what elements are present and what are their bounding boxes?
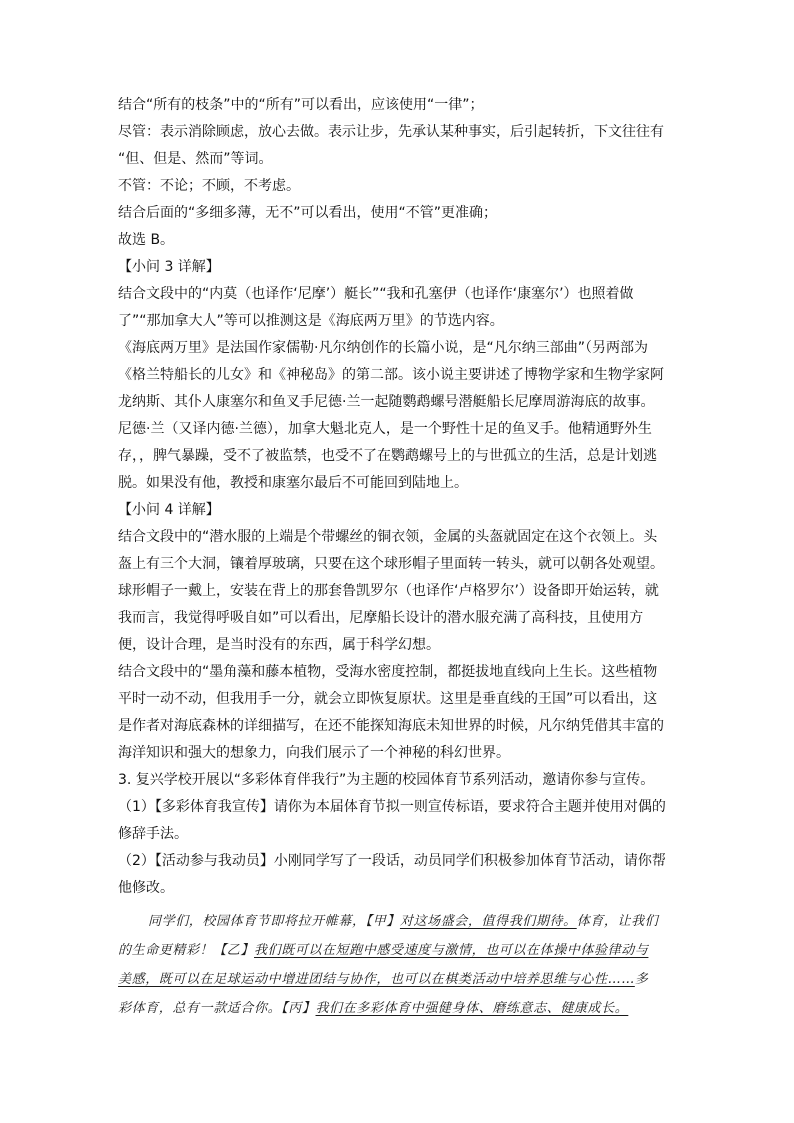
text-line: 故选 B。 [118,232,175,248]
text-line: 结合文段中的“墨角藻和藤本植物，受海水密度控制，都挺拔地直线向上生长。这些植物 [118,664,658,680]
text-line: （2）【活动参与我动员】小刚同学写了一段话，动员同学们积极参加体育节活动，请你帮 [118,853,666,869]
text-line: 《格兰特船长的儿女》和《神秘岛》的第二部。该小说主要讲述了博物学家和生物学家阿 [118,367,664,383]
question-title: 3. 复兴学校开展以“多彩体育伴我行”为主题的校园体育节系列活动，邀请你参与宣传。 [118,772,655,788]
text-line: 修辞手法。 [118,826,188,842]
text-line: 是作者对海底森林的详细描写，在还不能探知海底未知世界的时候，凡尔纳凭借其丰富的 [118,718,664,734]
text-line: 结合后面的“多细多薄，无不”可以看出，使用“不管”更准确； [118,205,498,221]
text-line: 盔上有三个大洞，镶着厚玻璃，只要在这个球形帽子里面转一转头，就可以朝各处观望。 [118,556,664,572]
handwritten-text: 多 [634,972,649,987]
handwritten-text: 同学们，校园体育节即将拉开帷幕，【甲】 [148,914,400,929]
underlined-sentence-jia: 对这场盛会，值得我们期待。 [399,914,577,929]
text-line: 他修改。 [118,880,174,896]
text-line: 平时一动不动，但我用手一分，就会立即恢复原状。这里是垂直线的王国”可以看出，这 [118,691,658,707]
text-line: “但、但是、然而”等词。 [118,151,273,167]
section-heading: 【小问 4 详解】 [118,502,220,518]
text-line: 了”“那加拿大人”等可以推测这是《海底两万里》的节选内容。 [118,313,504,329]
text-line: 结合文段中的“潜水服的上端是个带螺丝的铜衣领，金属的头盔就固定在这个衣领上。头 [118,529,658,545]
handwritten-text: 彩体育，总有一款适合你。【丙】 [118,1001,316,1016]
handwritten-line [118,968,648,992]
text-line: 尼德·兰（又译内德·兰德），加拿大魁北克人，是一个野性十足的鱼叉手。他精通野外生 [118,421,652,437]
handwritten-text: 体育，让我们 [576,914,659,929]
handwritten-text: 的生命更精彩！【乙】 [118,943,255,958]
text-line: 球形帽子一戴上，安装在背上的那套鲁凯罗尔（也译作‘卢格罗尔’）设备即开始运转，就 [118,583,659,599]
underlined-sentence-yi: 我们既可以在短跑中感受速度与激情，也可以在体操中体验律动与 [254,943,649,958]
text-line: 龙纳斯、其仆人康塞尔和鱼叉手尼德·兰一起随鹦鹉螺号潜艇船长尼摩周游海底的故事。 [118,394,655,410]
text-line: 尽管：表示消除顾虑，放心去做。表示让步，先承认某种事实，后引起转折，下文往往有 [118,124,664,140]
underlined-sentence-yi-cont: 美感，既可以在足球运动中增进团结与协作，也可以在棋类活动中培养思维与心性…… [118,972,635,987]
handwritten-line [148,910,658,934]
text-line: 海洋知识和强大的想象力，向我们展示了一个神秘的科幻世界。 [118,745,510,761]
handwritten-line [118,939,648,963]
text-line: 我而言，我觉得呼吸自如”可以看出，尼摩船长设计的潜水服充满了高科技，且使用方 [118,610,644,626]
text-line: 脱。如果没有他，教授和康塞尔最后不可能回到陆地上。 [118,475,468,491]
section-heading: 【小问 3 详解】 [118,259,220,275]
text-line: 《海底两万里》是法国作家儒勒·凡尔纳创作的长篇小说，是“凡尔纳三部曲”（另两部为 [118,340,648,356]
text-line: （1）【多彩体育我宣传】请你为本届体育节拟一则宣传标语，要求符合主题并使用对偶的 [118,799,666,815]
handwritten-line [118,997,628,1021]
text-line: 不管：不论；不顾，不考虑。 [118,178,300,194]
text-line: 便，设计合理，是当时没有的东西，属于科学幻想。 [118,637,440,653]
text-line: 结合“所有的枝条”中的“所有”可以看出，应该使用“一律”； [118,97,484,113]
text-line: 结合文段中的“内莫（也译作‘尼摩’）艇长”“我和孔塞伊（也译作‘康塞尔’）也照着做 [118,286,634,302]
text-line: 存，，脾气暴躁，受不了被监禁，也受不了在鹦鹉螺号上的与世孤立的生活，总是计划逃 [118,448,657,464]
underlined-sentence-bing: 我们在多彩体育中强健身体、磨练意志、健康成长。 [315,1001,629,1016]
